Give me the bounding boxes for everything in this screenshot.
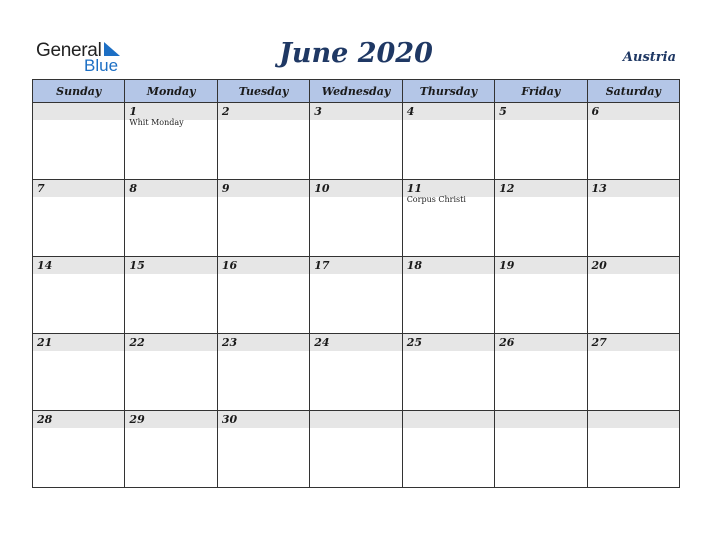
- day-cell: [495, 180, 587, 257]
- day-number: 15: [125, 257, 216, 274]
- day-number: 29: [125, 411, 216, 428]
- day-number: 18: [403, 257, 494, 274]
- day-number: 24: [310, 334, 401, 351]
- weekday-thursday: Thursday: [402, 80, 494, 103]
- day-number: 12: [495, 180, 586, 197]
- day-cell: [125, 103, 217, 180]
- day-cell: [125, 334, 217, 411]
- day-number: 1: [125, 103, 216, 120]
- day-number: 16: [218, 257, 309, 274]
- day-number: 8: [125, 180, 216, 197]
- day-number: 21: [33, 334, 124, 351]
- day-number: 28: [33, 411, 124, 428]
- day-number: 26: [495, 334, 586, 351]
- day-cell: [495, 411, 587, 488]
- logo-text-general: General: [36, 40, 102, 61]
- day-cell: [402, 334, 494, 411]
- day-number: 17: [310, 257, 401, 274]
- day-number: [588, 411, 679, 428]
- weekday-monday: Monday: [125, 80, 217, 103]
- day-number: 25: [403, 334, 494, 351]
- day-cell: [33, 411, 125, 488]
- day-number: [33, 103, 124, 120]
- day-cell: [217, 334, 309, 411]
- day-cell: [125, 180, 217, 257]
- day-number: [403, 411, 494, 428]
- day-cell: [310, 334, 402, 411]
- day-cell: [495, 103, 587, 180]
- weekday-header-row: [33, 80, 680, 103]
- weekday-wednesday: Wednesday: [310, 80, 402, 103]
- day-number: 9: [218, 180, 309, 197]
- week-row: [33, 334, 680, 411]
- day-number: 2: [218, 103, 309, 120]
- day-cell: [402, 411, 494, 488]
- day-cell: [402, 103, 494, 180]
- holiday-label: Corpus Christi: [406, 195, 466, 204]
- day-number: 5: [495, 103, 586, 120]
- weekday-tuesday: Tuesday: [217, 80, 309, 103]
- week-row: [33, 103, 680, 180]
- day-cell: [587, 180, 679, 257]
- page-title: June 2020: [279, 38, 433, 69]
- day-cell: [495, 257, 587, 334]
- day-number: 27: [588, 334, 679, 351]
- day-number: 7: [33, 180, 124, 197]
- day-cell: [310, 103, 402, 180]
- day-cell: [33, 103, 125, 180]
- day-number: 13: [588, 180, 679, 197]
- day-number: 3: [310, 103, 401, 120]
- week-row: [33, 411, 680, 488]
- week-row: [33, 257, 680, 334]
- day-cell: [402, 180, 494, 257]
- day-cell: [125, 257, 217, 334]
- day-cell: [217, 180, 309, 257]
- day-cell: [310, 257, 402, 334]
- day-cell: [310, 180, 402, 257]
- logo-text-blue: Blue: [84, 56, 119, 75]
- day-cell: [587, 411, 679, 488]
- day-cell: [217, 257, 309, 334]
- day-cell: [217, 411, 309, 488]
- day-cell: [495, 334, 587, 411]
- weekday-saturday: Saturday: [587, 80, 679, 103]
- day-cell: [587, 334, 679, 411]
- day-number: [495, 411, 586, 428]
- weekday-sunday: Sunday: [33, 80, 125, 103]
- day-number: 6: [588, 103, 679, 120]
- day-number: 14: [33, 257, 124, 274]
- day-number: [310, 411, 401, 428]
- day-cell: [402, 257, 494, 334]
- day-number: 11: [403, 180, 494, 197]
- day-cell: [217, 103, 309, 180]
- day-cell: [310, 411, 402, 488]
- day-cell: [33, 257, 125, 334]
- calendar-grid: [32, 79, 680, 488]
- day-number: 4: [403, 103, 494, 120]
- weekday-friday: Friday: [495, 80, 587, 103]
- day-number: 23: [218, 334, 309, 351]
- day-number: 10: [310, 180, 401, 197]
- week-row: [33, 180, 680, 257]
- day-cell: [125, 411, 217, 488]
- country-label: Austria: [622, 50, 676, 65]
- day-number: 30: [218, 411, 309, 428]
- day-cell: [587, 257, 679, 334]
- holiday-label: Whit Monday: [129, 118, 184, 127]
- day-cell: [33, 334, 125, 411]
- day-cell: [33, 180, 125, 257]
- day-cell: [587, 103, 679, 180]
- day-number: 20: [588, 257, 679, 274]
- day-number: 19: [495, 257, 586, 274]
- day-number: 22: [125, 334, 216, 351]
